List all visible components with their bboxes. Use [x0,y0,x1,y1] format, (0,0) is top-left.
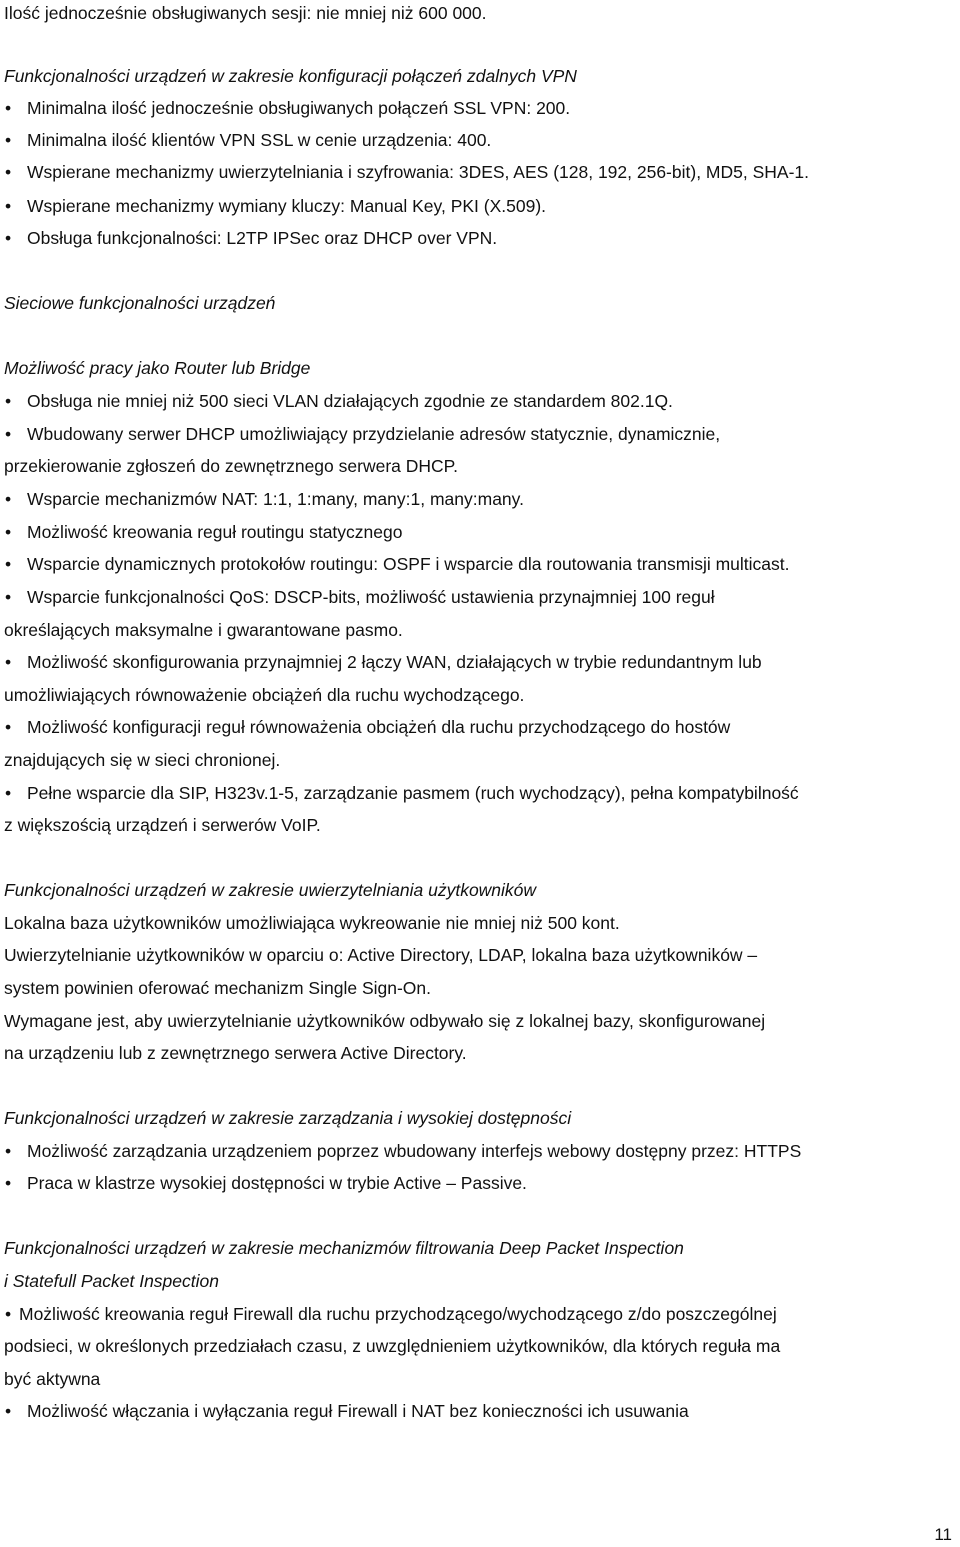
line-text: Możliwość konfiguracji reguł równoważenia obciążeń dla ruchu przychodzącego do hostów [27,717,731,737]
line-text: Możliwość kreowania reguł routingu statycznego [27,522,403,542]
line-text: Wspierane mechanizmy wymiany kluczy: Manual Key, PKI (X.509). [27,196,547,216]
line-text: Wspierane mechanizmy uwierzytelniania i szyfrowania: 3DES, AES (128, 192, 256-bit), MD5, SHA-1. [27,162,809,182]
line-text: Ilość jednocześnie obsługiwanych sesji: nie mniej niż 600 000. [4,3,487,23]
line-text: znajdujących się w sieci chronionej. [4,750,281,770]
line-text: Możliwość zarządzania urządzeniem poprzez wbudowany interfejs webowy dostępny przez: HTTPS [27,1141,802,1161]
line-text: Minimalna ilość klientów VPN SSL w cenie urządzenia: 400. [27,130,492,150]
bullet-icon: • [5,1401,12,1421]
line-text: Sieciowe funkcjonalności urządzeń [4,293,276,313]
line-text: Pełne wsparcie dla SIP, H323v.1-5, zarządzanie pasmem (ruch wychodzący), pełna kompatybilność [27,783,799,803]
bullet-icon: • [5,489,12,509]
line-text: Lokalna baza użytkowników umożliwiająca wykreowanie nie mniej niż 500 kont. [4,913,620,933]
line-text: umożliwiających równoważenie obciążeń dla ruchu wychodzącego. [4,685,525,705]
bullet-icon: • [5,130,12,150]
bullet-icon: • [5,1304,12,1324]
line-text: Wsparcie dynamicznych protokołów routingu: OSPF i wsparcie dla routowania transmisji multicast. [27,554,790,574]
line-text: Funkcjonalności urządzeń w zakresie zarządzania i wysokiej dostępności [4,1108,572,1128]
bullet-icon: • [5,652,12,672]
line-text: Możliwość włączania i wyłączania reguł Firewall i NAT bez konieczności ich usuwania [27,1401,689,1421]
line-text: podsieci, w określonych przedziałach czasu, z uwzględnieniem użytkowników, dla których reguła ma [4,1336,781,1356]
page-number: 11 [934,1525,952,1544]
line-text: Obsługa funkcjonalności: L2TP IPSec oraz DHCP over VPN. [27,228,498,248]
bullet-icon: • [5,554,12,574]
line-text: Uwierzytelnianie użytkowników w oparciu o: Active Directory, LDAP, lokalna baza użytkowników – [4,945,758,965]
line-text: system powinien oferować mechanizm Single Sign-On. [4,978,431,998]
line-text: Możliwość skonfigurowania przynajmniej 2 łączy WAN, działających w trybie redundantnym lub [27,652,762,672]
line-text: Praca w klastrze wysokiej dostępności w trybie Active – Passive. [27,1173,527,1193]
bullet-icon: • [5,228,12,248]
line-text: Wbudowany serwer DHCP umożliwiający przydzielanie adresów statycznie, dynamicznie, [27,424,721,444]
line-text: być aktywna [4,1369,101,1389]
bullet-icon: • [5,1141,12,1161]
bullet-icon: • [5,717,12,737]
bullet-icon: • [5,522,12,542]
line-text: Wsparcie mechanizmów NAT: 1:1, 1:many, many:1, many:many. [27,489,524,509]
line-text: Funkcjonalności urządzeń w zakresie uwierzytelniania użytkowników [4,880,537,900]
line-text: z większością urządzeń i serwerów VoIP. [4,815,321,835]
bullet-icon: • [5,1173,12,1193]
line-text: określających maksymalne i gwarantowane pasmo. [4,620,403,640]
line-text: Możliwość kreowania reguł Firewall dla ruchu przychodzącego/wychodzącego z/do poszczególnej [19,1304,777,1324]
line-text: Minimalna ilość jednocześnie obsługiwanych połączeń SSL VPN: 200. [27,98,571,118]
bullet-icon: • [5,391,12,411]
line-text: Wymagane jest, aby uwierzytelnianie użytkowników odbywało się z lokalnej bazy, skonfigurowanej [4,1011,766,1031]
bullet-icon: • [5,162,12,182]
line-text: Obsługa nie mniej niż 500 sieci VLAN działających zgodnie ze standardem 802.1Q. [27,391,673,411]
line-text: na urządzeniu lub z zewnętrznego serwera Active Directory. [4,1043,467,1063]
bullet-icon: • [5,98,12,118]
bullet-icon: • [5,587,12,607]
line-text: i Statefull Packet Inspection [4,1271,219,1291]
bullet-icon: • [5,196,12,216]
bullet-icon: • [5,424,12,444]
line-text: przekierowanie zgłoszeń do zewnętrznego serwera DHCP. [4,456,458,476]
line-text: Funkcjonalności urządzeń w zakresie konfiguracji połączeń zdalnych VPN [4,66,577,86]
line-text: Wsparcie funkcjonalności QoS: DSCP-bits, możliwość ustawienia przynajmniej 100 reguł [27,587,715,607]
line-text: Funkcjonalności urządzeń w zakresie mechanizmów filtrowania Deep Packet Inspection [4,1238,684,1258]
bullet-icon: • [5,783,12,803]
line-text: Możliwość pracy jako Router lub Bridge [4,358,311,378]
